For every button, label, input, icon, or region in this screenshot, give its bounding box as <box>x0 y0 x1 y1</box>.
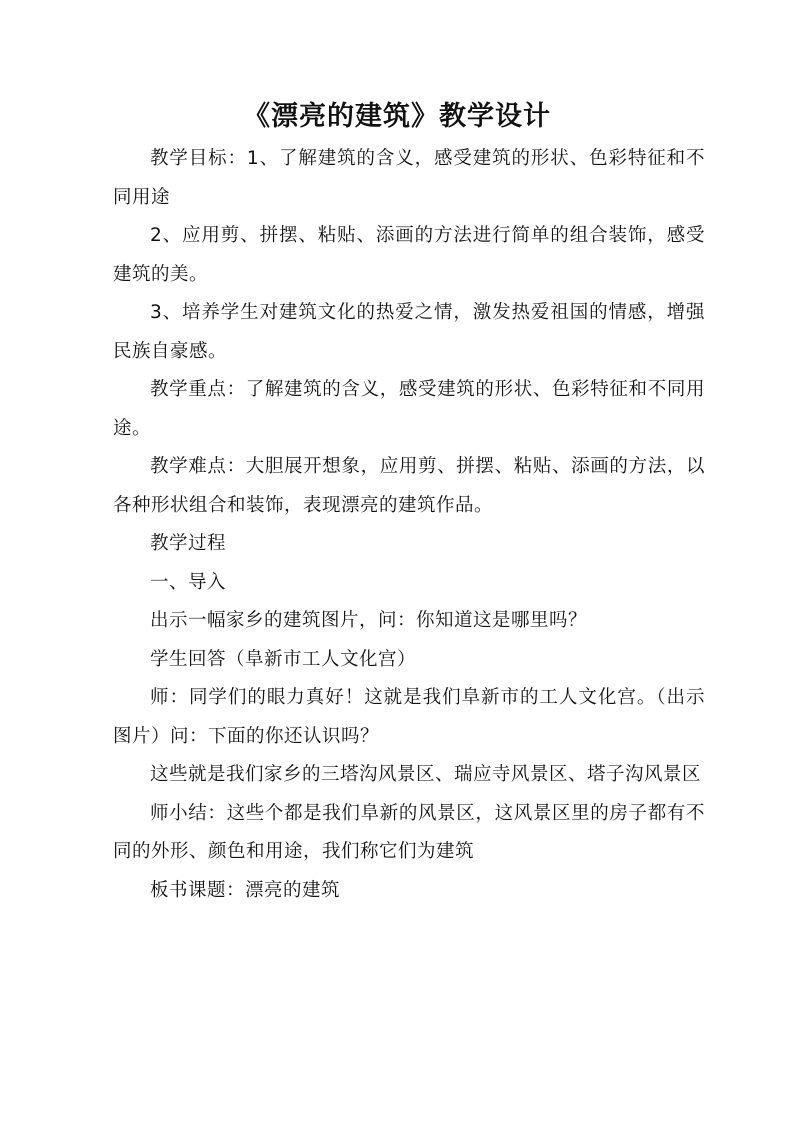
paragraph-difficulty: 教学难点：大胆展开想象，应用剪、拼摆、粘贴、添画的方法，以各种形状组合和装饰，表现漂亮的建筑作品。 <box>113 456 705 516</box>
paragraph-scenic-areas: 这些就是我们家乡的三塔沟风景区、瑞应寺风景区、塔子沟风景区 <box>150 764 702 785</box>
paragraph-teacher-summary: 师小结：这些个都是我们阜新的风景区，这风景区里的房子都有不同的外形、颜色和用途，我们称它们为建筑 <box>113 802 705 862</box>
paragraph-objective-2: 2、应用剪、拼摆、粘贴、添画的方法进行简单的组合装饰，感受建筑的美。 <box>113 225 705 285</box>
paragraph-student-answer: 学生回答（阜新市工人文化宫） <box>150 648 417 670</box>
paragraph-objective-3: 3、培养学生对建筑文化的热爱之情，激发热爱祖国的情感，增强民族自豪感。 <box>113 302 705 362</box>
paragraph-key-point: 教学重点：了解建筑的含义，感受建筑的形状、色彩特征和不同用途。 <box>113 379 705 439</box>
document-body <box>113 140 705 910</box>
paragraph-board-title: 板书课题：漂亮的建筑 <box>150 879 341 901</box>
paragraph-teacher-remark: 师：同学们的眼力真好！这就是我们阜新市的工人文化宫。（出示图片）问：下面的你还认识吗？ <box>113 687 705 747</box>
paragraph-section-intro: 一、导入 <box>150 571 227 593</box>
document-title: 《漂亮的建筑》教学设计 <box>243 101 551 132</box>
paragraph-objective-1: 教学目标：1、了解建筑的含义，感受建筑的形状、色彩特征和不同用途 <box>113 148 705 208</box>
paragraph-show-image: 出示一幅家乡的建筑图片，问：你知道这是哪里吗？ <box>150 610 588 631</box>
paragraph-process-heading: 教学过程 <box>150 533 227 554</box>
